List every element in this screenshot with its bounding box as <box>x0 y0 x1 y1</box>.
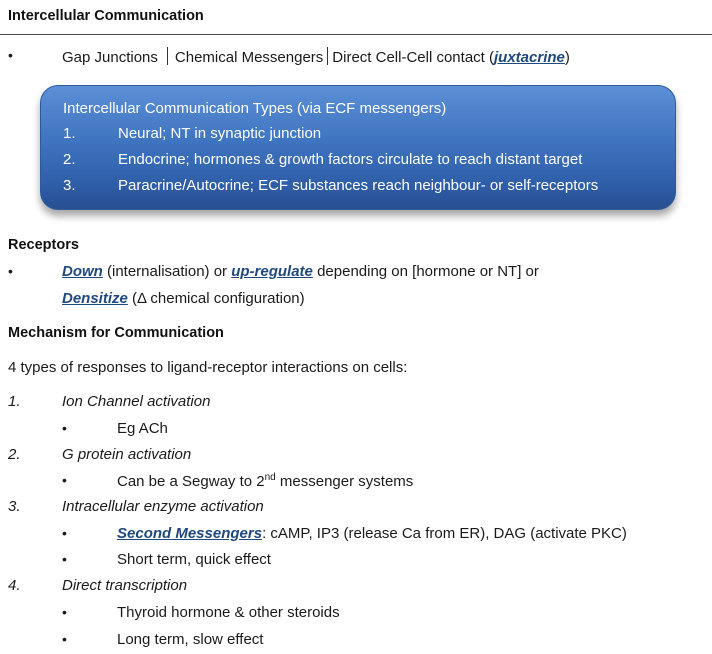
sub-bullet-point: • <box>62 472 67 488</box>
callout-item-neural: Neural; NT in synaptic junction <box>118 125 322 142</box>
sub-bullet-point: • <box>62 631 67 647</box>
sub-bullet-point: • <box>62 525 67 541</box>
densitize-link[interactable]: Densitize <box>62 290 128 307</box>
receptors-text: (internalisation) or <box>102 263 232 280</box>
sub-bullet-point: • <box>62 604 67 620</box>
sub-item-short-term: Short term, quick effect <box>117 551 271 568</box>
direct-contact-text: Direct Cell-Cell contact ( <box>332 49 494 66</box>
direct-contact-suffix: ) <box>564 49 570 66</box>
callout-item-number: 1. <box>63 125 76 142</box>
mechanism-item-enzyme: Intracellular enzyme activation <box>62 498 264 515</box>
section-heading-receptors: Receptors <box>8 237 79 253</box>
mechanism-item-transcription: Direct transcription <box>62 577 188 594</box>
second-messengers-link[interactable]: Second Messengers <box>117 525 263 542</box>
sub-item-second-messengers <box>117 525 627 542</box>
mechanism-item-number: 1. <box>8 393 21 410</box>
gap-junctions-text: Gap Junctions <box>62 49 158 66</box>
mechanism-intro: 4 types of responses to ligand-receptor interactions on cells: <box>8 359 408 376</box>
mechanism-item-number: 3. <box>8 498 21 515</box>
communication-types-callout <box>40 85 676 210</box>
bullet-point: • <box>8 47 13 63</box>
mechanism-item-g-protein: G protein activation <box>62 446 192 463</box>
receptors-text: depending on [hormone or NT] or <box>312 263 539 280</box>
receptors-text: (Δ chemical configuration) <box>127 290 305 307</box>
sub-bullet-point: • <box>62 420 67 436</box>
superscript-nd: nd <box>264 472 276 483</box>
heading-divider <box>0 34 712 35</box>
mechanism-item-number: 2. <box>8 446 21 463</box>
mechanism-item-ion-channel: Ion Channel activation <box>62 393 211 410</box>
down-link[interactable]: Down <box>62 263 103 280</box>
callout-item-endocrine: Endocrine; hormones & growth factors circulate to reach distant target <box>118 151 583 168</box>
callout-item-number: 3. <box>63 177 76 194</box>
up-regulate-link[interactable]: up-regulate <box>231 263 313 280</box>
column-separator <box>167 47 168 65</box>
bullet-point: • <box>8 263 13 279</box>
receptors-line-1 <box>62 263 539 280</box>
second-messengers-detail: : cAMP, IP3 (release Ca from ER), DAG (activate PKC) <box>262 525 627 542</box>
sub-item-segway <box>117 472 413 490</box>
chemical-messengers-text: Chemical Messengers <box>174 49 324 66</box>
juxtacrine-link[interactable]: juxtacrine <box>494 49 565 66</box>
communication-methods-line <box>62 47 570 66</box>
segway-text: Can be a Segway to 2 <box>117 473 265 490</box>
receptors-line-2 <box>62 290 305 307</box>
section-heading-intercellular-communication: Intercellular Communication <box>8 8 204 24</box>
callout-title: Intercellular Communication Types (via ECF messengers) <box>63 100 447 117</box>
sub-bullet-point: • <box>62 551 67 567</box>
callout-item-number: 2. <box>63 151 76 168</box>
sub-item-long-term: Long term, slow effect <box>117 631 264 648</box>
column-separator <box>327 47 328 65</box>
section-heading-mechanism: Mechanism for Communication <box>8 325 224 341</box>
sub-item-thyroid: Thyroid hormone & other steroids <box>117 604 340 621</box>
segway-text-rest: messenger systems <box>275 473 414 490</box>
mechanism-item-number: 4. <box>8 577 21 594</box>
sub-item-ach: Eg ACh <box>117 420 168 437</box>
callout-item-paracrine: Paracrine/Autocrine; ECF substances reach neighbour- or self-receptors <box>118 177 599 194</box>
